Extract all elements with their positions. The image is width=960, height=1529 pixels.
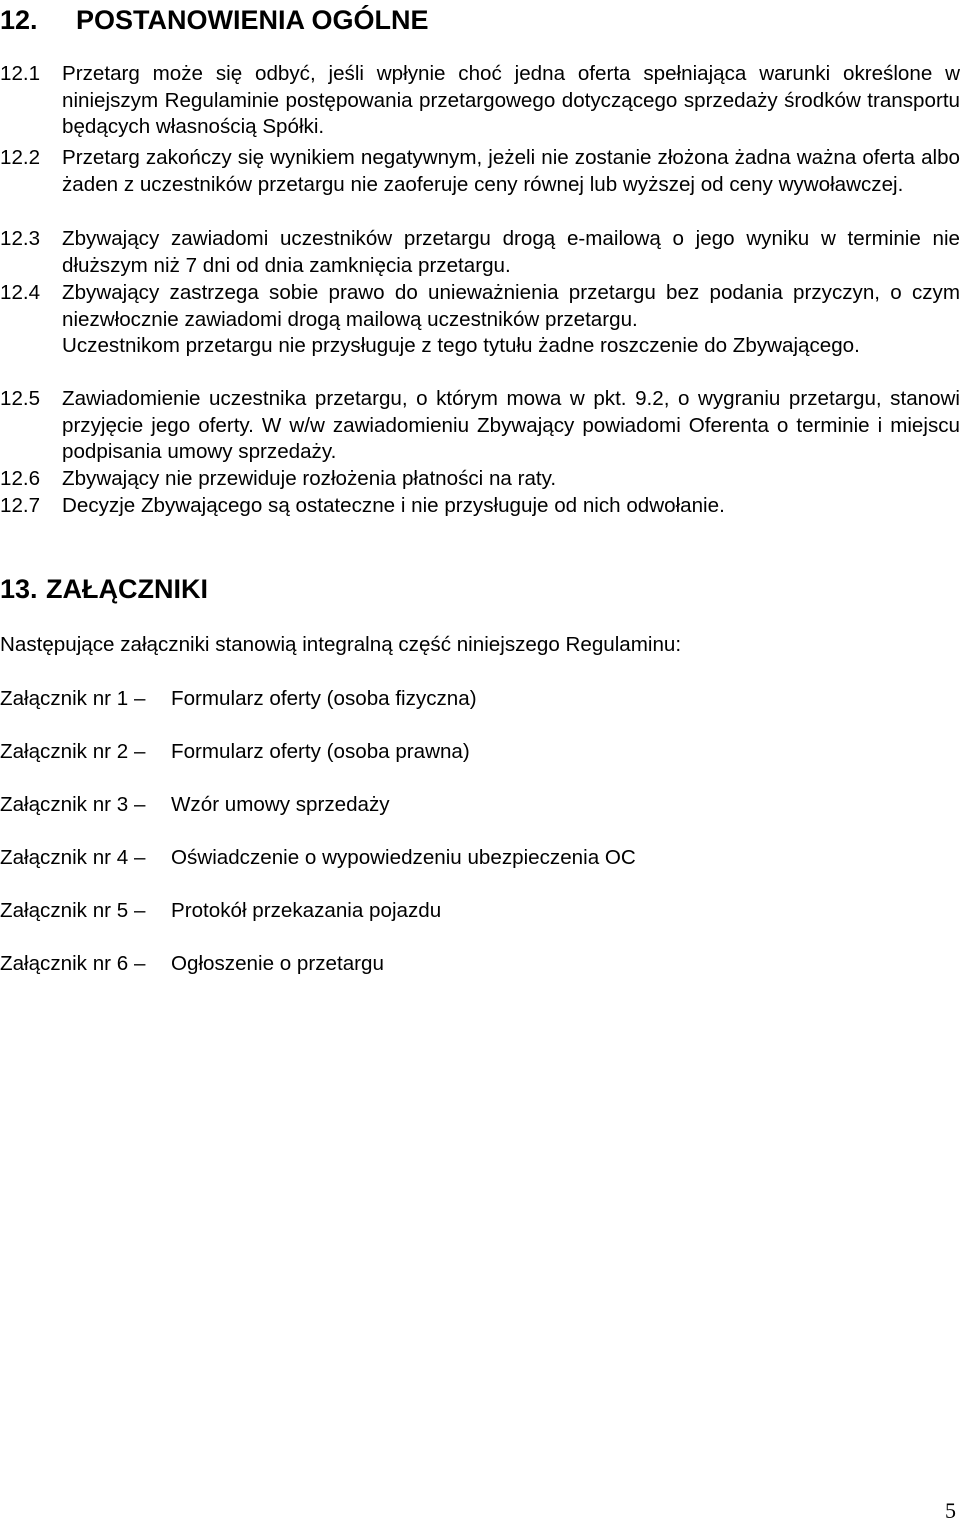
item-12-6 (0, 466, 960, 493)
attachment-label: Załącznik nr 4 (0, 846, 129, 869)
attachment-item (0, 951, 384, 977)
item-12-4 (0, 280, 960, 360)
attachment-label: Załącznik nr 6 (0, 952, 129, 975)
attachment-label-group (0, 739, 171, 765)
item-12-3 (0, 226, 960, 279)
attachment-item (0, 898, 441, 924)
section-12-title: POSTANOWIENIA OGÓLNE (76, 5, 429, 35)
attachment-label-group (0, 686, 171, 712)
item-number: 12.7 (0, 494, 41, 517)
attachment-label-group (0, 845, 171, 871)
item-number: 12.2 (0, 146, 41, 169)
attachment-dash: – (133, 899, 146, 922)
attachment-dash: – (133, 687, 146, 710)
item-text-block (62, 280, 960, 360)
attachment-dash: – (133, 846, 146, 869)
section-12-heading (0, 4, 429, 36)
attachment-label-group (0, 898, 171, 924)
attachment-description: Formularz oferty (osoba prawna) (171, 740, 470, 763)
item-text: Zawiadomienie uczestnika przetargu, o którym mowa w pkt. 9.2, o wygraniu przetargu, stanowi przyjęcie jego oferty. W w/w zawiadomieniu Zbywający powiadomi Oferenta o terminie i miejscu podpisania umowy sprzedaży. (62, 387, 960, 463)
attachment-item (0, 845, 636, 871)
attachment-dash: – (133, 793, 146, 816)
section-13-number: 13. (0, 574, 38, 604)
item-12-5 (0, 386, 960, 466)
attachment-label-group (0, 951, 171, 977)
item-text-continuation: Uczestnikom przetargu nie przysługuje z tego tytułu żadne roszczenie do Zbywającego. (62, 334, 860, 357)
item-text: Zbywający zawiadomi uczestników przetargu drogą e-mailową o jego wyniku w terminie nie dłuższym niż 7 dni od dnia zamknięcia przetargu. (62, 227, 960, 277)
item-text: Zbywający nie przewiduje rozłożenia płatności na raty. (62, 467, 557, 490)
attachment-description: Oświadczenie o wypowiedzeniu ubezpieczenia OC (171, 846, 636, 869)
attachment-label: Załącznik nr 2 (0, 740, 129, 763)
attachment-dash: – (133, 740, 146, 763)
attachments-intro: Następujące załączniki stanowią integralną część niniejszego Regulaminu: (0, 633, 682, 656)
attachment-label: Załącznik nr 3 (0, 793, 129, 816)
attachment-label: Załącznik nr 1 (0, 687, 129, 710)
item-text: Decyzje Zbywającego są ostateczne i nie przysługuje od nich odwołanie. (62, 494, 725, 517)
attachment-label: Załącznik nr 5 (0, 899, 129, 922)
item-number: 12.6 (0, 467, 41, 490)
item-number: 12.5 (0, 387, 41, 410)
attachment-description: Ogłoszenie o przetargu (171, 952, 384, 975)
page-number: 5 (945, 1498, 956, 1523)
item-number: 12.4 (0, 281, 41, 304)
attachment-description: Formularz oferty (osoba fizyczna) (171, 687, 477, 710)
item-12-1 (0, 61, 960, 141)
attachment-dash: – (133, 952, 146, 975)
section-12-number: 12. (0, 5, 38, 35)
section-13-title: ZAŁĄCZNIKI (46, 574, 208, 604)
attachment-description: Protokół przekazania pojazdu (171, 899, 442, 922)
section-13-heading (0, 573, 208, 605)
item-number: 12.3 (0, 227, 41, 250)
attachment-item (0, 739, 470, 765)
item-text: Zbywający zastrzega sobie prawo do unieważnienia przetargu bez podania przyczyn, o czym niezwłocznie zawiadomi drogą mailową uczestników przetargu. (62, 281, 960, 331)
item-number: 12.1 (0, 62, 41, 85)
item-12-7 (0, 493, 960, 520)
item-12-2 (0, 145, 960, 198)
attachment-label-group (0, 792, 171, 818)
item-text: Przetarg zakończy się wynikiem negatywnym, jeżeli nie zostanie złożona żadna ważna oferta albo żaden z uczestników przetargu nie zaoferuje ceny równej lub wyższej od ceny wywoławczej. (62, 146, 960, 196)
item-text: Przetarg może się odbyć, jeśli wpłynie choć jedna oferta spełniająca warunki określone w niniejszym Regulaminie postępowania przetargowego dotyczącego sprzedaży środków transportu będących własnością Spółki. (62, 62, 960, 138)
attachment-item (0, 792, 390, 818)
attachment-item (0, 686, 477, 712)
attachment-description: Wzór umowy sprzedaży (171, 793, 390, 816)
